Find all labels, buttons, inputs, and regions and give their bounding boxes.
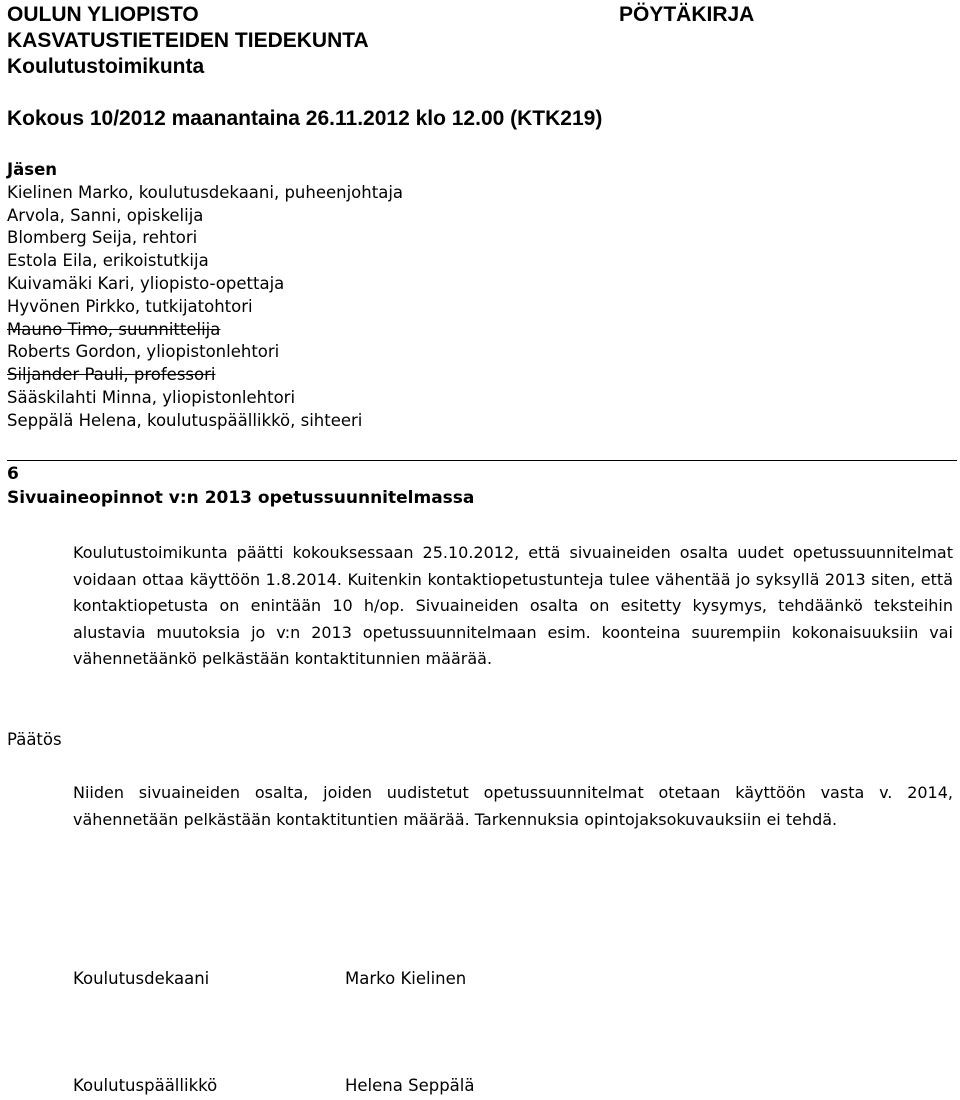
member-item: Sääskilahti Minna, yliopistonlehtori xyxy=(7,387,296,407)
member-item: Kielinen Marko, koulutusdekaani, puheenjohtaja xyxy=(7,182,404,202)
meeting-title: Kokous 10/2012 maanantaina 26.11.2012 klo 12.00 (KTK219) xyxy=(7,107,603,130)
signature-role: Koulutuspäällikkö xyxy=(73,1076,218,1095)
member-item: Roberts Gordon, yliopistonlehtori xyxy=(7,342,280,362)
section-body xyxy=(73,540,953,673)
member-item: Blomberg Seija, rehtori xyxy=(7,228,198,248)
section-divider xyxy=(7,460,957,461)
member-list-heading: Jäsen xyxy=(7,160,58,179)
signature-name: Helena Seppälä xyxy=(345,1076,475,1095)
section-body-text: Koulutustoimikunta päätti kokouksessaan 25.10.2012, että sivuaineiden osalta uudet opetussuunnitelmat voidaan ottaa käyttöön 1.8.2014. Kuitenkin kontaktiopetustunteja tulee vähentää jo syksyllä 2013 siten, että kontaktiopetusta on enintään 10 h/op. Sivuaineiden osalta on esitetty kysymys, tehdäänkö teksteihin alustavia muutoksia jo v:n 2013 opetussuunnitelmaan esim. koonteina suurempiin kokonaisuuksiin vai vähennetäänkö pelkästään kontaktitunnien määrää. xyxy=(73,543,953,668)
decision-body xyxy=(73,780,953,833)
faculty-name: KASVATUSTIETEIDEN TIEDEKUNTA xyxy=(7,29,369,52)
decision-text: Niiden sivuaineiden osalta, joiden uudistetut opetussuunnitelmat otetaan käyttöön vasta v. 2014, vähennetään pelkästään kontaktituntien määrää. Tarkennuksia opintojaksokuvauksiin ei tehdä. xyxy=(73,783,953,829)
member-item: Hyvönen Pirkko, tutkijatohtori xyxy=(7,296,253,316)
member-item: Estola Eila, erikoistutkija xyxy=(7,251,209,271)
member-item: Kuivamäki Kari, yliopisto-opettaja xyxy=(7,273,285,293)
section-number: 6 xyxy=(7,464,19,484)
member-list xyxy=(7,159,403,433)
university-name: OULUN YLIOPISTO xyxy=(7,3,199,26)
member-item-absent: Mauno Timo, suunnittelija xyxy=(7,319,221,339)
signature-role: Koulutusdekaani xyxy=(73,969,210,988)
committee-name: Koulutustoimikunta xyxy=(7,55,205,78)
signature-name: Marko Kielinen xyxy=(345,969,467,988)
member-item: Arvola, Sanni, opiskelija xyxy=(7,205,204,225)
decision-label: Päätös xyxy=(7,730,62,749)
document-type: PÖYTÄKIRJA xyxy=(619,3,755,26)
section-title: Sivuaineopinnot v:n 2013 opetussuunnitelmassa xyxy=(7,488,475,508)
member-item-absent: Siljander Pauli, professori xyxy=(7,365,216,385)
member-item: Seppälä Helena, koulutuspäällikkö, sihteeri xyxy=(7,410,363,430)
